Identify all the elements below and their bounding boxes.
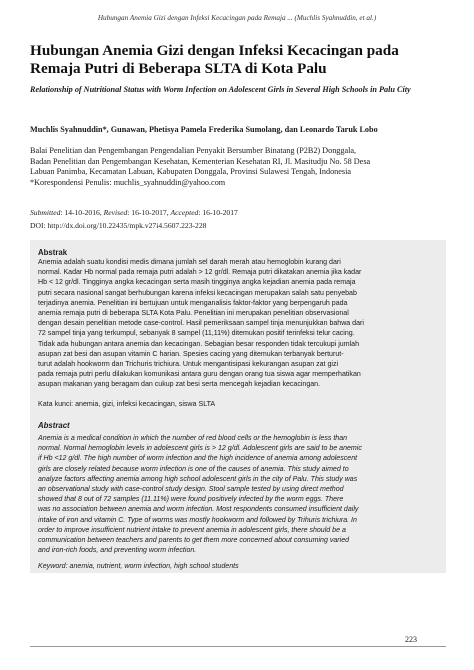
- footer-rule: [30, 646, 446, 647]
- abstract-line-english: normal. Normal hemoglobin levels in adolescent girls is > 12 g/dl. Adolescent girls are said to be anemic: [38, 445, 362, 453]
- abstract-line: Hb < 12 gr/dl. Tingginya angka kecacingan serta masih tingginya angka kejadian anemia pada remaja: [38, 279, 356, 287]
- manuscript-dates: Submitted: 14-10-2016, Revised: 16-10-2017, Accepted: 16-10-2017: [30, 208, 238, 217]
- abstract-box: [30, 240, 446, 573]
- revised-label: Revised: [103, 208, 128, 217]
- abstract-line-english: if Hb <12 g/dl. The high number of worm infection and the high incidence of anemia among adolescent: [38, 455, 358, 463]
- abstract-line-english: Anemia is a medical condition in which the number of red blood cells or the hemoglobin is less than: [38, 435, 348, 442]
- abstract-line: pada remaja putri perlu dilakukan komunikasi antara guru dengan orang tua siswa agar memperhatikan: [38, 371, 361, 379]
- affiliation-block: [30, 146, 448, 188]
- abstract-line: turut adalah hookworm dan Trichuris trichiura. Untuk mengantisipasi kekurangan asupan zat gizi: [38, 361, 339, 368]
- accepted-date: 16-10-2017: [202, 208, 238, 217]
- abstract-line: 72 sampel tinja yang terkumpul, sebanyak 8 sampel (11,11%) ditemukan positif terinfeksi telur cacing.: [38, 330, 355, 338]
- submitted-label: Submitted: [30, 208, 61, 217]
- abstract-line-english: communication between teachers and parents to get them more concerned about consuming varied: [38, 537, 350, 544]
- submitted-date: 14-10-2016,: [64, 208, 102, 217]
- accepted-label: Accepted: [170, 208, 199, 217]
- author-list: Muchlis Syahnuddin*, Gunawan, Phetisya Pamela Frederika Sumolang, dan Leonardo Taruk Lobo: [30, 125, 378, 134]
- abstract-line: normal. Kadar Hb normal pada remaja putri adalah > 12 gr/dl. Remaja putri dikatakan anemia jika kadar: [38, 269, 362, 277]
- abstract-heading-english: Abstract: [38, 421, 70, 430]
- abstract-line-english: showed that 8 out of 72 samples (11.11%) were found positively infected by the worm eggs. There: [38, 496, 344, 504]
- keywords-english: Keyword: anemia, nutrient, worm infection, high school students: [38, 562, 239, 570]
- abstract-line-english: order to improve insufficient nutrient intake to prevent anemia in adolescent girls, there should be a: [38, 526, 346, 534]
- abstract-line-english: was no association between anemia and worm infection. Most respondents consumed insufficient daily: [38, 506, 359, 514]
- abstract-line-english: an observational study with case-control study design. Stool sample tested by using direct method: [38, 486, 344, 493]
- correspondence-email: *Korespondensi Penulis: muchlis_syahnuddin@yahoo.com: [30, 177, 226, 187]
- abstract-line: putri secara nasional sangat berhubungan karena infeksi kecacingan merupakan salah satu penyebab: [38, 289, 357, 297]
- abstract-line: asupan makanan yang beragam dan cukup zat besi serta mencegah kejadian kecacingan.: [38, 381, 321, 389]
- affiliation-line: Balai Penelitian dan Pengembangan Pengendalian Penyakit Bersumber Binatang (P2B2) Donggala,: [30, 146, 357, 155]
- article-title-english: Relationship of Nutritional Status with Worm Infection on Adolescent Girls in Several High Schools in Palu City: [30, 85, 411, 94]
- doi-link[interactable]: DOI: http://dx.doi.org/10.22435/mpk.v27i4.5607.223-228: [30, 221, 207, 230]
- abstract-heading: Abstrak: [38, 248, 68, 257]
- keywords-id: Kata kunci: anemia, gizi, infeksi kecacingan, siswa SLTA: [38, 400, 216, 408]
- affiliation-line: Labuan Panimba, Kecamatan Labuan, Kabupaten Donggala, Provinsi Sulawesi Tengah, Indonesia: [30, 167, 351, 177]
- abstract-line-english: girls are closely related because worm infection is one of the causes of anemia. This study aimed to: [38, 465, 349, 473]
- abstract-line: dengan desain penelitian metode case-control. Hasil pemeriksaan sampel tinja menunjukkan bahwa dari: [38, 320, 364, 328]
- running-header: Hubungan Anemia Gizi dengan Infeksi Kecacingan pada Remaja ... (Muchlis Syahnuddin, et al.): [97, 14, 377, 22]
- abstract-line: Anemia adalah suatu kondisi medis dimana jumlah sel darah merah atau hemoglobin kurang dari: [38, 259, 341, 266]
- abstract-line-english: analyze factors affecting anemia among high school adolescent girls in the city of Palu. This study was: [38, 475, 358, 483]
- page-number: 223: [405, 635, 417, 644]
- abstract-line-english: intake of iron and vitamin C. Type of worms was mostly hookworm and followed by Trihuris trichiura. In: [38, 516, 357, 524]
- abstract-line-english: and iron-rich foods, and preventing worm infection.: [38, 547, 197, 555]
- abstract-line: anemia remaja putri di beberapa SLTA Kota Palu. Penelitian ini merupakan penelitian observasional: [38, 310, 349, 317]
- article-title: Hubungan Anemia Gizi dengan Infeksi Kecacingan pada Remaja Putri di Beberapa SLTA di Kota Palu: [30, 42, 399, 77]
- abstract-line: asupan zat besi dan asupan vitamin C harian. Spesies cacing yang ditemukan terbanyak berturut-: [38, 350, 344, 358]
- abstract-line: terjadinya anemia. Penelitian ini bertujuan untuk menganalisis faktor-faktor yang berpengaruh pada: [38, 299, 348, 307]
- abstract-line: Tidak ada hubungan antara anemia dan kecacingan. Sebagian besar responden tidak tercukupi jumlah: [38, 340, 359, 348]
- revised-date: 16-10-2017,: [131, 208, 169, 217]
- affiliation-line: Badan Penelitian dan Pengembangan Kesehatan, Kementerian Kesehatan RI, Jl. Masitudju No. 58 Desa: [30, 156, 371, 166]
